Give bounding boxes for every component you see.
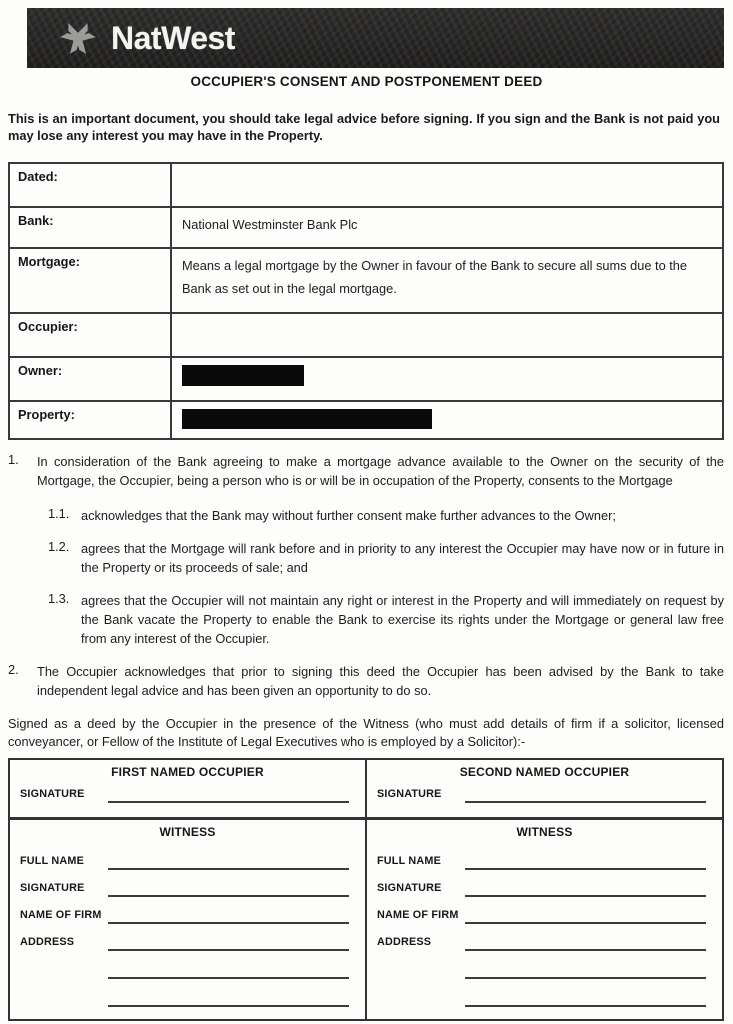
detail-value [171, 401, 723, 439]
signature-field [377, 788, 706, 803]
subclauses-of-clause-1 [48, 506, 724, 648]
clause-number: 1. [8, 452, 19, 467]
detail-label: Mortgage: [9, 248, 171, 313]
details-table [8, 162, 724, 440]
detail-label: Owner: [9, 357, 171, 401]
subclause-text: agrees that the Occupier will not maintain any right or interest in the Property and will immediately on request by the Bank vacate the Property to enable the Bank to exercise its rights under the Mortgage or general law free from any interest of the Occupier. [81, 593, 724, 646]
field-label: ADDRESS [377, 936, 432, 948]
subclause-text: agrees that the Mortgage will rank before and in priority to any interest the Occupier may have now or in future in the Property or its proceeds of sale; and [81, 541, 724, 575]
subclause-1-1 [48, 506, 724, 525]
firm-name-line [108, 909, 349, 924]
table-row-occupier [9, 313, 723, 357]
clause-1 [8, 452, 724, 490]
detail-value: Means a legal mortgage by the Owner in favour of the Bank to secure all sums due to the Bank as set out in the legal mortgage. [171, 248, 723, 313]
signing-statement: Signed as a deed by the Occupier in the presence of the Witness (who must add details of firm if a solicitor, licensed conveyancer, or Fellow of the Institute of Legal Executives who is employed by a Solicitor):- [8, 716, 724, 749]
detail-value: National Westminster Bank Plc [171, 207, 723, 248]
address-field [377, 936, 706, 951]
firm-name-field [377, 909, 706, 924]
full-name-field [20, 855, 349, 870]
address-extra-line [108, 979, 349, 1007]
table-row-dated [9, 163, 723, 207]
witness-section [10, 820, 365, 1019]
witness-signature-line [465, 882, 706, 897]
field-label: FULL NAME [20, 855, 84, 867]
field-label: SIGNATURE [377, 882, 442, 894]
brand-header-bar [27, 8, 724, 68]
field-label: SIGNATURE [20, 882, 85, 894]
clauses-section [8, 452, 724, 751]
detail-label: Bank: [9, 207, 171, 248]
signature-line [108, 788, 349, 803]
signature-table [8, 758, 724, 1021]
occupier-section [367, 760, 722, 820]
signature-column-first-occupier [10, 760, 367, 1019]
occupier-header: SECOND NAMED OCCUPIER [459, 765, 630, 779]
witness-header: WITNESS [516, 825, 573, 839]
field-label: SIGNATURE [20, 788, 85, 800]
address-extra-line [465, 979, 706, 1007]
address-extra-line [465, 951, 706, 979]
natwest-chevrons-icon [57, 17, 99, 59]
field-label: NAME OF FIRM [377, 909, 459, 921]
firm-name-field [20, 909, 349, 924]
address-field [20, 936, 349, 951]
address-line [108, 936, 349, 951]
clause-number: 2. [8, 662, 19, 677]
detail-value [171, 163, 723, 207]
occupier-header: FIRST NAMED OCCUPIER [111, 765, 264, 779]
signature-line [465, 788, 706, 803]
field-label: SIGNATURE [377, 788, 442, 800]
table-row-owner [9, 357, 723, 401]
firm-name-line [465, 909, 706, 924]
witness-signature-line [108, 882, 349, 897]
subclause-number: 1.3. [48, 591, 70, 606]
table-row-mortgage [9, 248, 723, 313]
subclause-number: 1.1. [48, 506, 70, 521]
full-name-line [465, 855, 706, 870]
detail-label: Property: [9, 401, 171, 439]
clause-text: In consideration of the Bank agreeing to make a mortgage advance available to the Owner on the security of the Mortgage, the Occupier, being a person who is or will be in occupation of the Property, consents to the Mortgage [37, 454, 724, 488]
full-name-field [377, 855, 706, 870]
clause-text: The Occupier acknowledges that prior to signing this deed the Occupier has been advised by the Bank to take independent legal advice and has been given an opportunity to do so. [37, 664, 724, 698]
detail-label: Dated: [9, 163, 171, 207]
table-row-bank [9, 207, 723, 248]
detail-label: Occupier: [9, 313, 171, 357]
signature-field [20, 788, 349, 803]
table-row-property [9, 401, 723, 439]
address-extra-line [108, 951, 349, 979]
redaction-bar [182, 409, 432, 429]
subclause-1-3 [48, 591, 724, 648]
witness-header: WITNESS [159, 825, 216, 839]
full-name-line [108, 855, 349, 870]
field-label: ADDRESS [20, 936, 75, 948]
witness-signature-field [377, 882, 706, 897]
subclause-1-2 [48, 539, 724, 577]
brand-wordmark: NatWest [111, 19, 235, 56]
subclause-text: acknowledges that the Bank may without further consent make further advances to the Owner; [81, 508, 616, 523]
clause-2 [8, 662, 724, 700]
field-label: NAME OF FIRM [20, 909, 102, 921]
address-line [465, 936, 706, 951]
witness-section [367, 820, 722, 1019]
signature-column-second-occupier [367, 760, 722, 1019]
redaction-bar [182, 365, 304, 386]
detail-value [171, 357, 723, 401]
subclause-number: 1.2. [48, 539, 70, 554]
occupier-section [10, 760, 365, 820]
field-label: FULL NAME [377, 855, 441, 867]
legal-notice: This is an important document, you should take legal advice before signing. If you sign and the Bank is not paid you may lose any interest you may have in the Property. [8, 111, 720, 143]
witness-signature-field [20, 882, 349, 897]
detail-value [171, 313, 723, 357]
document-title: OCCUPIER'S CONSENT AND POSTPONEMENT DEED [190, 74, 543, 89]
